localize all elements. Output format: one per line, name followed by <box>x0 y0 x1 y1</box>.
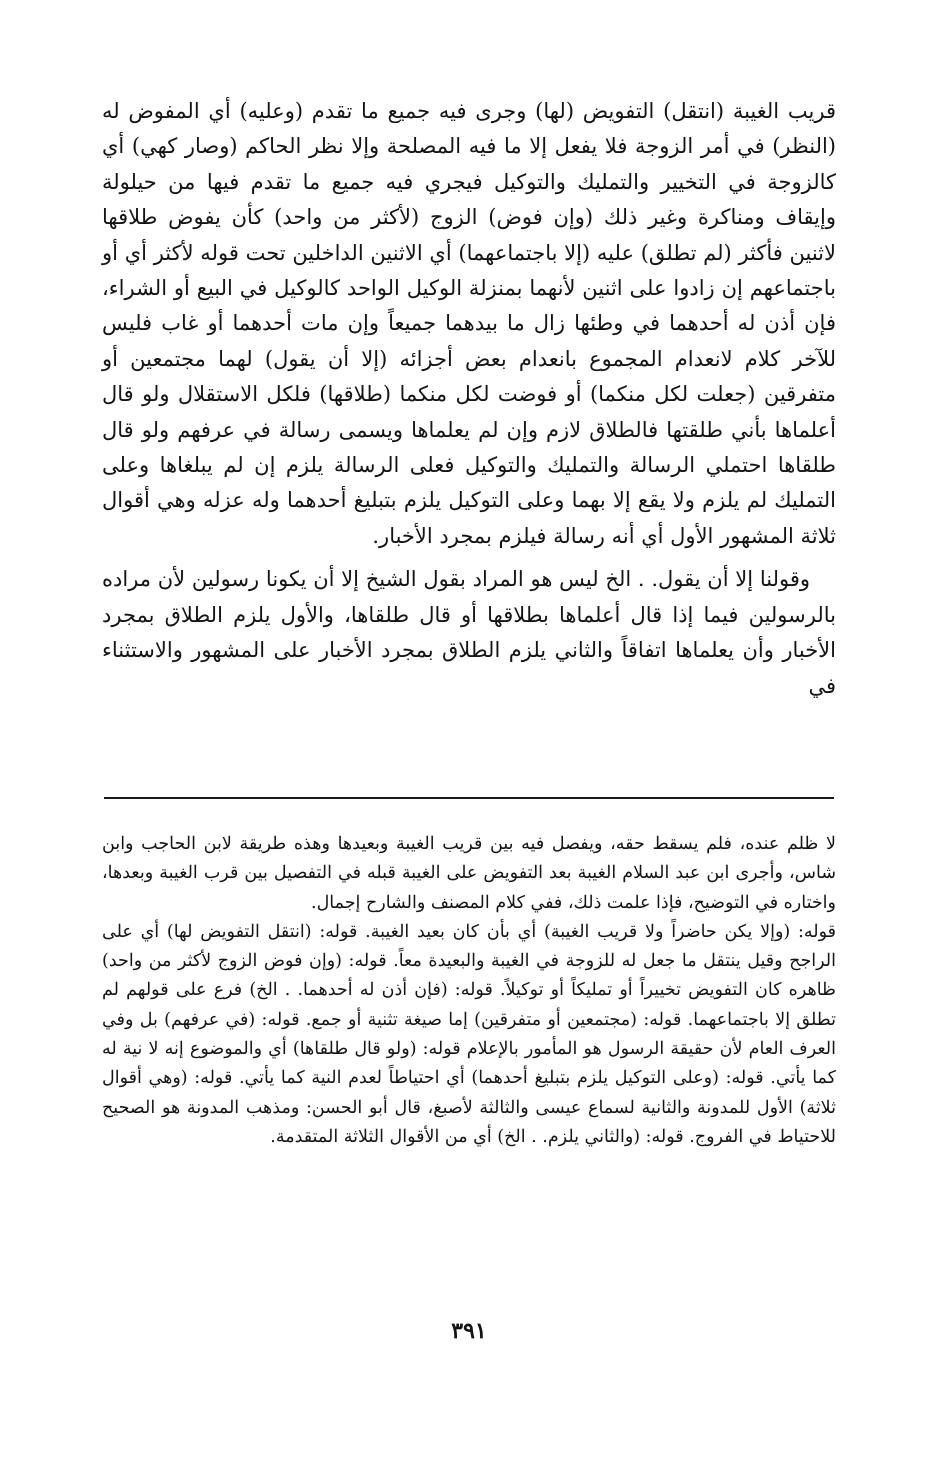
main-paragraph-1: قريب الغيبة (انتقل) التفويض (لها) وجرى فيه جميع ما تقدم (وعليه) أي المفوض له (النظر) في أمر الزوجة فلا يفعل إلا ما فيه المصلحة وإلا نظر الحاكم (وصار كهي) أي كالزوجة في التخيير والتمليك والتوكيل فيجري فيه جميع ما تقدم فيها من حيلولة وإيقاف ومناكرة وغير ذلك (وإن فوض) الزوج (لأكثر من واحد) كأن يفوض طلاقها لاثنين فأكثر (لم تطلق) عليه (إلا باجتماعهما) أي الاثنين الداخلين تحت قوله لأكثر أي أو باجتماعهم إن زادوا على اثنين لأنهما بمنزلة الوكيل الواحد كالوكيل في البيع أو الشراء، فإن أذن له أحدهما في وطئها زال ما بيدهما جميعاً وإن مات أحدهما أو غاب فليس للآخر كلام لانعدام المجموع بانعدام بعض أجزائه (إلا أن يقول) لهما مجتمعين أو متفرقين (جعلت لكل منكما) أو فوضت لكل منكما (طلاقها) فلكل الاستقلال ولو قال أعلماها بأني طلقتها فالطلاق لازم وإن لم يعلماها ويسمى رسالة في عرفهم ولو قال طلقاها احتملي الرسالة والتمليك والتوكيل فعلى الرسالة يلزم إن لم يبلغاها وعلى التمليك لم يلزم ولا يقع إلا بهما وعلى التوكيل يلزم بتبليغ أحدهما وله عزله وهي أقوال ثلاثة المشهور الأول أي أنه رسالة فيلزم بمجرد الأخبار. <box>102 99 836 548</box>
footnotes-block <box>102 830 836 1152</box>
page-number: ٣٩١ <box>451 1318 487 1344</box>
footnote-paragraph-2: قوله: (وإلا يكن حاضراً ولا قريب الغيبة) أي بأن كان بعيد الغيبة. قوله: (انتقل التفويض لها) أي على الراجح وقيل ينتقل ما جعل له للزوجة في الغيبة والبعيدة معاً. قوله: (وإن فوض الزوج لأكثر من واحد) ظاهره كان التفويض تخييراً أو تمليكاً أو توكيلاً. قوله: (فإن أذن له أحدهما. . الخ) فرع على قولهم لم تطلق إلا باجتماعهما. قوله: (مجتمعين أو متفرقين) إما صيغة تثنية أو جمع. قوله: (في عرفهم) بل وفي العرف العام لأن حقيقة الرسول هو المأمور بالإعلام قوله: (ولو قال طلقاها) أي والموضوع إنه لا نية له كما يأتي. قوله: (وعلى التوكيل يلزم بتبليغ أحدهما) أي احتياطاً لعدم النية كما يأتي. قوله: (وهي أقوال ثلاثة) الأول للمدونة والثانية لسماع عيسى والثالثة لأصبغ، قال أبو الحسن: ومذهب المدونة هو الصحيح للاحتياط في الفروج. قوله: (والثاني يلزم. . الخ) أي من الأقوال الثلاثة المتقدمة. <box>102 921 836 1147</box>
main-paragraph-2: وقولنا إلا أن يقول. . الخ ليس هو المراد بقول الشيخ إلا أن يكونا رسولين لأن مراده بالرسولين فيما إذا قال أعلماها بطلاقها أو قال طلقاها، والأول يلزم الطلاق بمجرد الأخبار وأن يعلماها اتفاقاً والثاني يلزم الطلاق بمجرد الأخبار على المشهور والاستثناء في <box>102 567 836 698</box>
footnote-paragraph-1: لا ظلم عنده، فلم يسقط حقه، ويفصل فيه بين قريب الغيبة وبعيدها وهذه طريقة لابن الحاجب وابن شاس، وأجرى ابن عبد السلام الغيبة بعد التفويض على الغيبة قبله في التفصيل بين قرب الغيبة وبعدها، واختاره في التوضيح، فإذا علمت ذلك، ففي كلام المصنف والشارح إجمال. <box>102 834 836 913</box>
footnote-divider <box>104 797 834 799</box>
main-text-block <box>102 94 836 704</box>
